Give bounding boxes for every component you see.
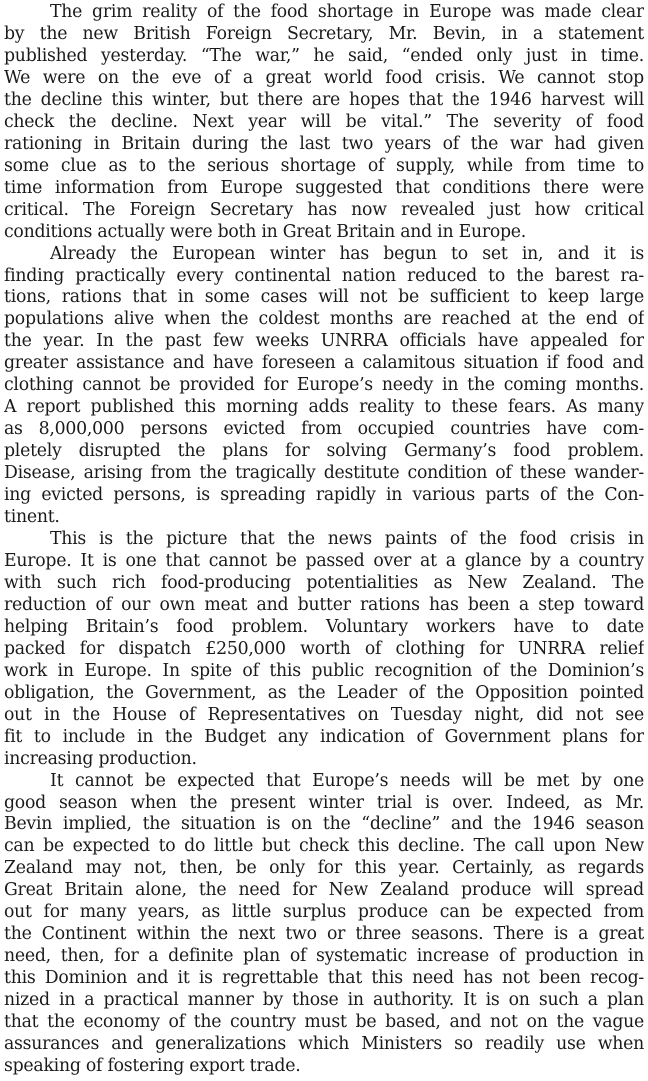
text-line: can be expected to do little but check this decline. The call upon New [4,836,644,857]
text-line: out in the House of Representatives on Tuesday night, did not see [4,704,644,725]
text-line: We were on the eve of a great world food crisis. We cannot stop [4,67,644,88]
text-line: out for many years, as little surplus produce can be expected from [4,902,644,923]
text-line: increasing production. [4,748,197,769]
text-line: conditions actually were both in Great Britain and in Europe. [4,221,527,242]
text-line: rationing in Britain during the last two years of the war had given [4,133,644,154]
text-line: reduction of our own meat and butter rations has been a step toward [4,594,644,615]
text-line: this Dominion and it is regrettable that this need has not been recog- [4,968,644,989]
text-line: nized in a practical manner by those in authority. It is on such a plan [4,990,644,1011]
text-line: ing evicted persons, is spreading rapidly in various parts of the Con- [4,485,644,506]
text-line: good season when the present winter trial is over. Indeed, as Mr. [4,792,644,813]
text-line: obligation, the Government, as the Leader of the Opposition pointed [4,682,644,703]
text-line: Disease, arising from the tragically destitute condition of these wander- [4,463,644,484]
text-line: as 8,000,000 persons evicted from occupied countries have com- [4,419,644,440]
text-line: helping Britain’s food problem. Voluntary workers have to date [4,616,644,637]
text-line: check the decline. Next year will be vital.” The severity of food [4,111,644,132]
text-line: This is the picture that the news paints of the food crisis in [50,529,644,550]
text-line: Great Britain alone, the need for New Zealand produce will spread [4,880,644,901]
text-line: speaking of fostering export trade. [4,1056,301,1077]
text-line: fit to include in the Budget any indication of Government plans for [4,726,644,747]
text-line: the year. In the past few weeks UNRRA officials have appealed for [4,331,644,352]
article-page [4,2,644,1078]
text-line: greater assistance and have foreseen a calamitous situation if food and [4,353,644,374]
text-line: the decline this winter, but there are hopes that the 1946 harvest will [4,89,644,110]
text-line: Bevin implied, the situation is on the “decline” and the 1946 season [4,814,644,835]
text-line: some clue as to the serious shortage of supply, while from time to [4,155,644,176]
text-line: The grim reality of the food shortage in Europe was made clear [50,2,644,22]
text-line: pletely disrupted the plans for solving Germany’s food problem. [4,441,644,462]
text-line: need, then, for a definite plan of systematic increase of production in [4,946,644,967]
text-line: tions, rations that in some cases will not be sufficient to keep large [4,287,644,308]
text-line: finding practically every continental nation reduced to the barest ra- [4,265,644,286]
text-line: populations alive when the coldest months are reached at the end of [4,309,644,330]
text-line: work in Europe. In spite of this public recognition of the Dominion’s [4,660,644,681]
text-line: Zealand may not, then, be only for this year. Certainly, as regards [4,858,644,879]
text-line: Already the European winter has begun to set in, and it is [50,243,644,264]
text-line: tinent. [4,507,60,528]
text-line: critical. The Foreign Secretary has now revealed just how critical [4,199,644,220]
text-line: It cannot be expected that Europe’s needs will be met by one [50,770,644,791]
text-line: with such rich food-producing potentialities as New Zealand. The [4,572,644,593]
text-line: Europe. It is one that cannot be passed over at a glance by a country [4,550,644,571]
text-line: time information from Europe suggested that conditions there were [4,177,644,198]
text-line: that the economy of the country must be based, and not on the vague [4,1012,644,1033]
text-line: by the new British Foreign Secretary, Mr. Bevin, in a statement [4,23,644,44]
text-line: assurances and generalizations which Ministers so readily use when [4,1034,644,1055]
text-line: clothing cannot be provided for Europe’s needy in the coming months. [4,375,644,396]
text-line: published yesterday. “The war,” he said, “ended only just in time. [4,45,644,66]
text-line: packed for dispatch £250,000 worth of clothing for UNRRA relief [4,638,644,659]
text-line: A report published this morning adds reality to these fears. As many [4,397,644,418]
text-line: the Continent within the next two or three seasons. There is a great [4,924,644,945]
